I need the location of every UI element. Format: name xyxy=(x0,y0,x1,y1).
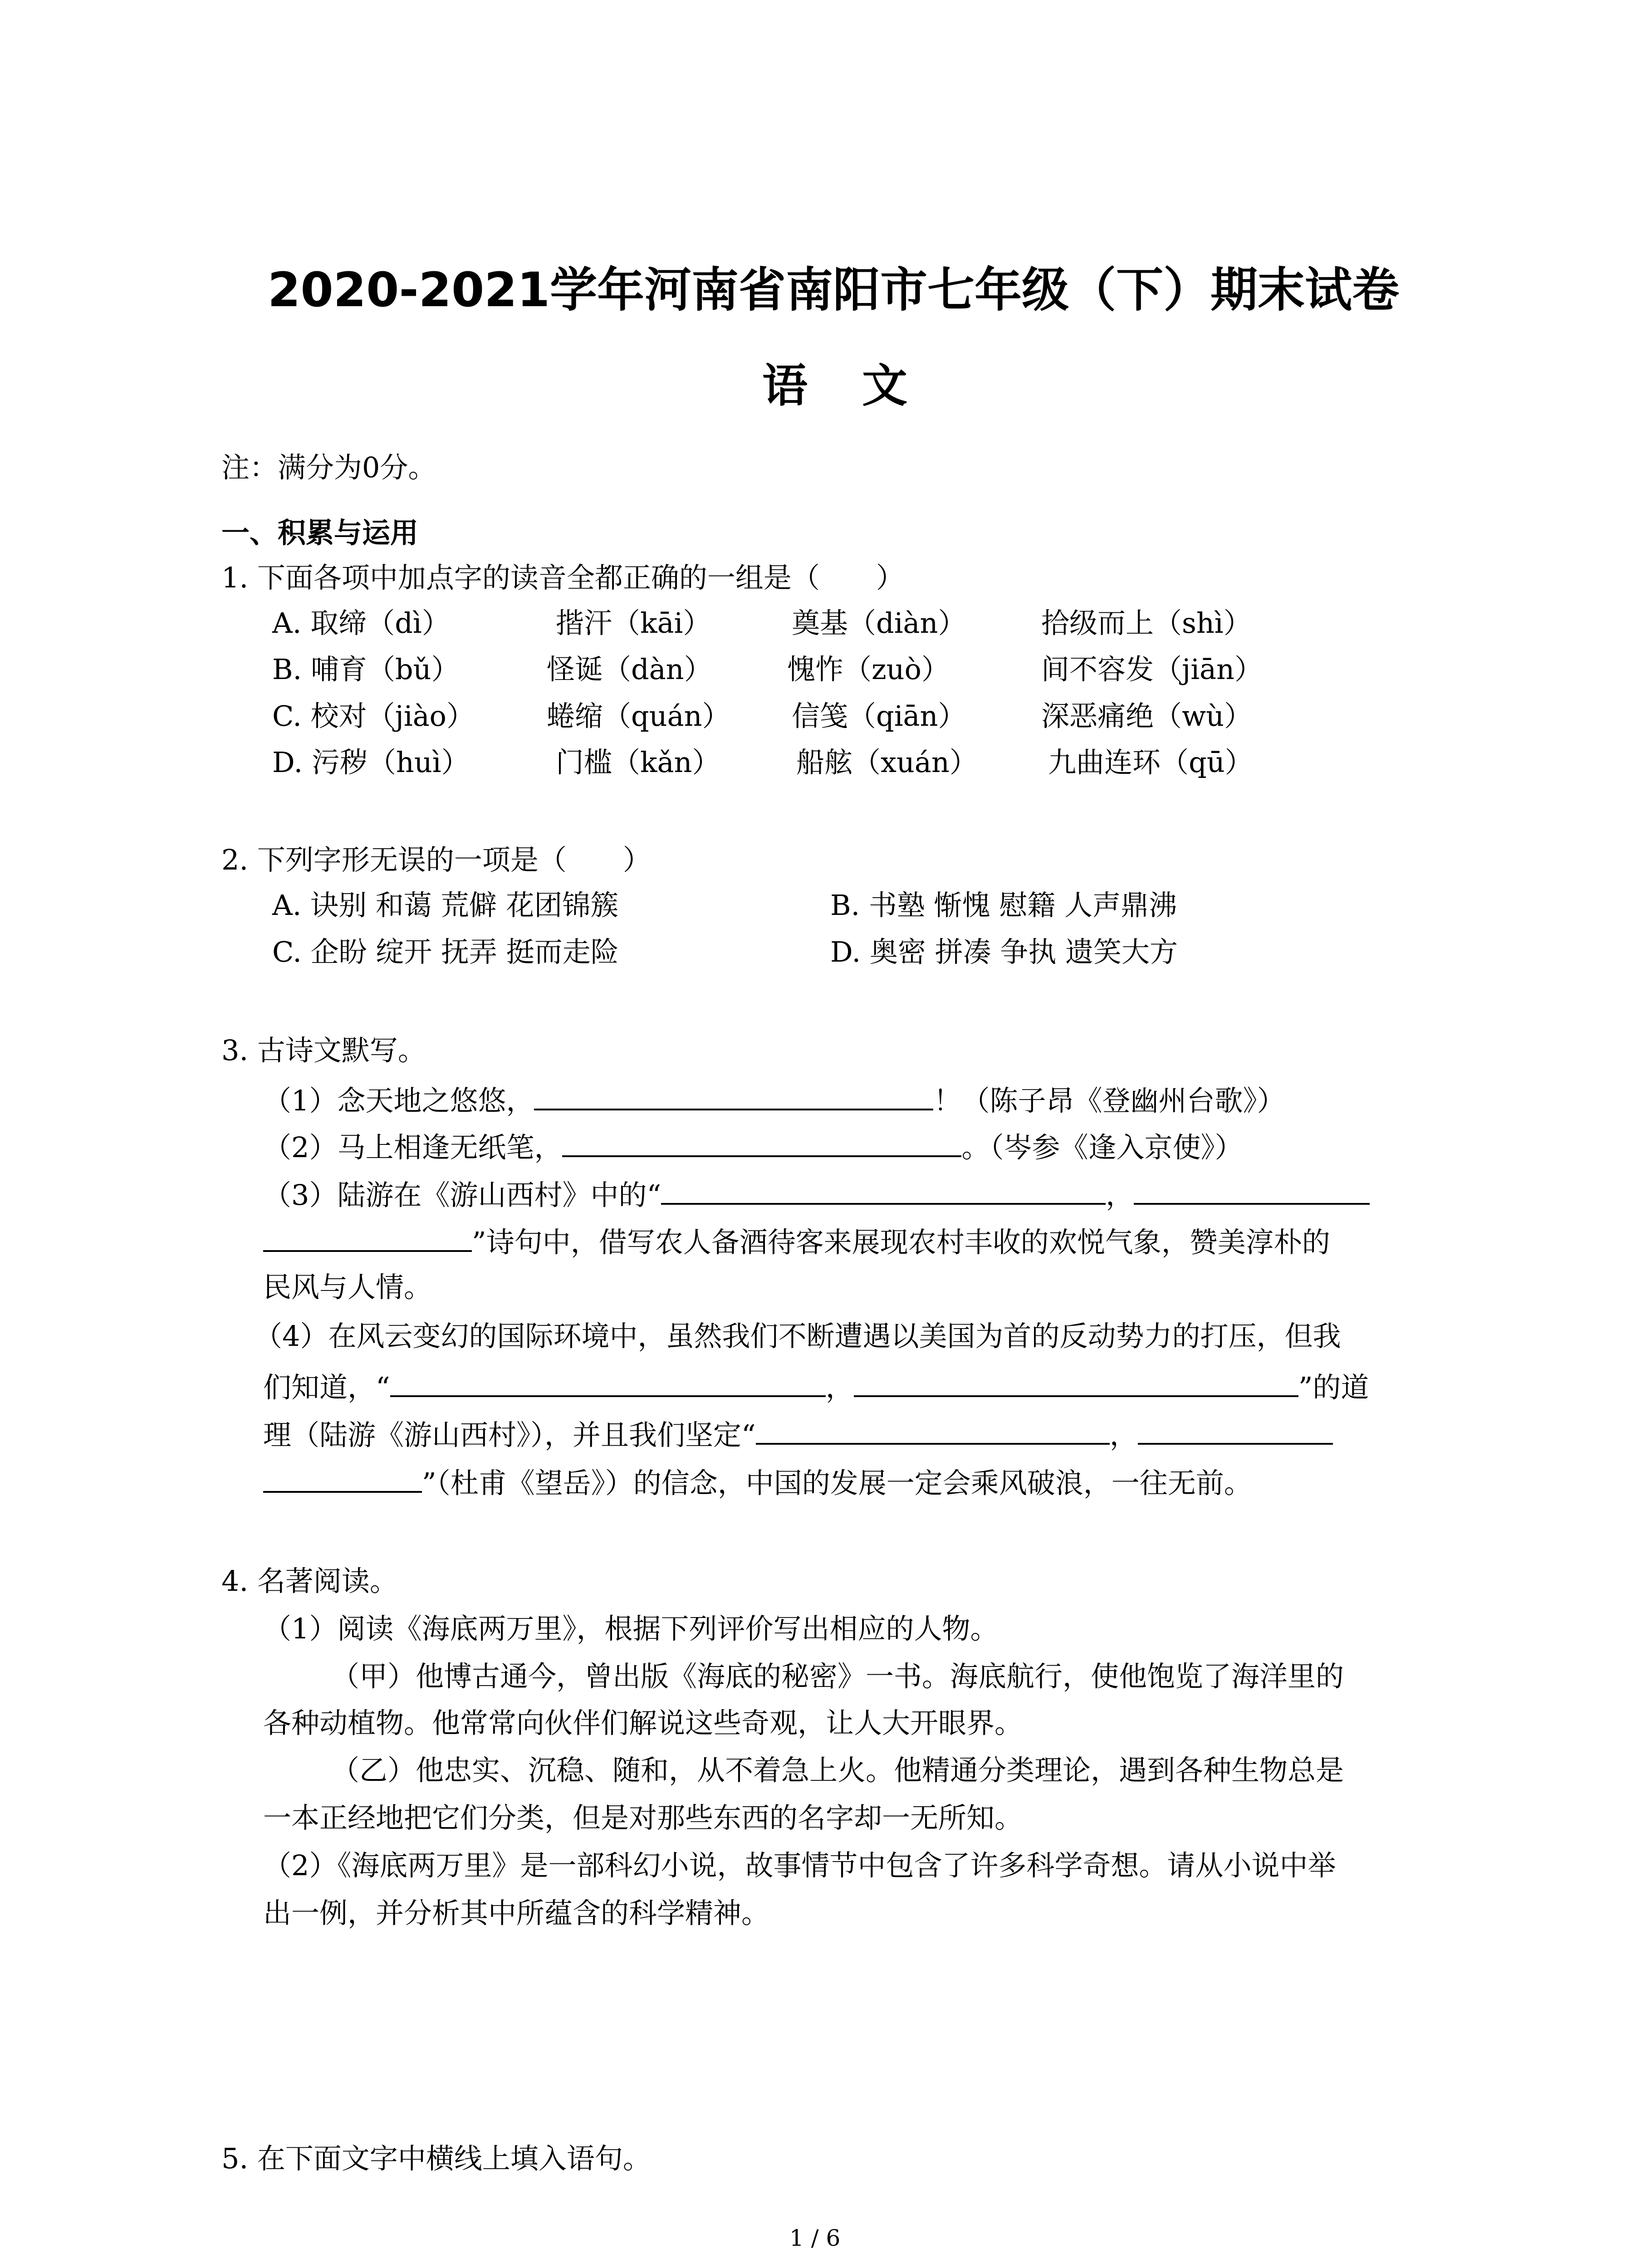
q4-part1: （1）阅读《海底两万里》，根据下列评价写出相应的人物。 xyxy=(263,1612,999,1645)
q3-part3-line1 xyxy=(263,1178,1370,1212)
q3-part3-text: ”诗句中，借写农人备酒待客来展现农村丰收的欢悦气象，赞美淳朴的 xyxy=(472,1226,1330,1259)
q4-part2-line2: 出一例，并分析其中所蕴含的科学精神。 xyxy=(263,1897,770,1930)
q1-option-d1: D. 污秽（huì） xyxy=(272,746,470,779)
q3-part1 xyxy=(263,1084,1285,1115)
q2-stem: 2. 下列字形无误的一项是（ ） xyxy=(221,843,651,876)
q3-part2-prompt: （2）马上相逢无纸笔， xyxy=(263,1131,563,1164)
q1-stem: 1. 下面各项中加点字的读音全都正确的一组是（ ） xyxy=(221,561,904,594)
q3-part1-prompt: （1）念天地之悠悠， xyxy=(263,1084,534,1117)
score-note: 注：满分为0分。 xyxy=(221,451,436,484)
q3-part2-source: 。（岑参《逢入京使》） xyxy=(961,1131,1243,1164)
q1-option-b3: 愧怍（zuò） xyxy=(787,653,950,686)
page-number: 1 / 6 xyxy=(789,2225,841,2251)
q3-part2 xyxy=(263,1131,1243,1162)
q3-part4-line3 xyxy=(263,1418,1333,1452)
q1-option-a4: 拾级而上（shì） xyxy=(1041,606,1252,640)
answer-blank[interactable] xyxy=(1134,1178,1370,1205)
answer-blank[interactable] xyxy=(562,1131,961,1157)
q3-part4-line1: （4）在风云变幻的国际环境中，虽然我们不断遭遇以美国为首的反动势力的打压，但我 xyxy=(254,1320,1341,1353)
answer-blank[interactable] xyxy=(263,1226,472,1252)
q1-option-d3: 船舷（xuán） xyxy=(796,746,978,779)
q3-part4-line2 xyxy=(263,1371,1369,1402)
q5-stem: 5. 在下面文字中横线上填入语句。 xyxy=(221,2142,651,2175)
q3-part1-source: ！（陈子昂《登幽州台歌》） xyxy=(933,1084,1285,1117)
answer-blank[interactable] xyxy=(534,1084,933,1110)
section-heading: 一、积累与运用 xyxy=(221,516,419,549)
q3-part4-comma: ， xyxy=(825,1371,854,1404)
q3-part4-text2: ”（杜甫《望岳》）的信念，中国的发展一定会乘风破浪，一往无前。 xyxy=(422,1466,1252,1500)
q4-jia-line2: 各种动植物。他常常向伙伴们解说这些奇观，让人大开眼界。 xyxy=(263,1706,1023,1740)
q3-part4-text: ”的道 xyxy=(1298,1371,1369,1404)
q4-jia-line1: （甲）他博古通今，曾出版《海底的秘密》一书。海底航行，使他饱览了海洋里的 xyxy=(331,1660,1344,1693)
q2-option-b: B. 书塾 惭愧 慰籍 人声鼎沸 xyxy=(830,889,1177,922)
q1-option-b1: B. 哺育（bǔ） xyxy=(272,653,460,686)
exam-title: 2020-2021学年河南省南阳市七年级（下）期末试卷 xyxy=(268,262,1400,318)
q3-part4-prompt: 们知道，“ xyxy=(263,1371,390,1404)
q2-option-d: D. 奥密 拼凑 争执 遗笑大方 xyxy=(830,935,1178,968)
q1-option-d2: 门槛（kǎn） xyxy=(556,746,720,779)
q3-part3-comma: ， xyxy=(1106,1178,1134,1212)
q1-option-a2: 揩汗（kāi） xyxy=(556,606,711,640)
answer-blank[interactable] xyxy=(263,1466,422,1493)
answer-blank[interactable] xyxy=(756,1418,1110,1445)
q1-option-b2: 怪诞（dàn） xyxy=(547,653,712,686)
answer-blank[interactable] xyxy=(390,1371,826,1397)
q4-stem: 4. 名著阅读。 xyxy=(221,1564,398,1598)
q1-option-c4: 深恶痛绝（wù） xyxy=(1041,699,1253,733)
answer-blank[interactable] xyxy=(1138,1418,1333,1445)
q1-option-b4: 间不容发（jiān） xyxy=(1041,653,1263,686)
q3-stem: 3. 古诗文默写。 xyxy=(221,1034,426,1067)
q4-yi-line2: 一本正经地把它们分类，但是对那些东西的名字却一无所知。 xyxy=(263,1801,1023,1834)
q4-yi-line1: （乙）他忠实、沉稳、随和，从不着急上火。他精通分类理论，遇到各种生物总是 xyxy=(331,1754,1344,1787)
q1-option-a3: 奠基（diàn） xyxy=(792,606,966,640)
q1-option-a1: A. 取缔（dì） xyxy=(272,606,450,640)
q1-option-d4: 九曲连环（qū） xyxy=(1048,746,1253,779)
answer-blank[interactable] xyxy=(661,1178,1106,1205)
q3-part3-line2 xyxy=(263,1226,1330,1259)
q3-part3-prompt: （3）陆游在《游山西村》中的“ xyxy=(263,1178,661,1212)
q1-option-c2: 蜷缩（quán） xyxy=(547,699,730,733)
q1-option-c3: 信笺（qiān） xyxy=(792,699,966,733)
subject-title: 语文 xyxy=(762,359,962,412)
q3-part4-prompt2: 理（陆游《游山西村》），并且我们坚定“ xyxy=(263,1418,756,1452)
q2-option-a: A. 诀别 和蔼 荒僻 花团锦簇 xyxy=(272,889,619,922)
q2-option-c: C. 企盼 绽开 抚弄 挺而走险 xyxy=(272,935,619,968)
q4-part2-line1: （2）《海底两万里》是一部科幻小说，故事情节中包含了许多科学奇想。请从小说中举 xyxy=(263,1849,1336,1882)
q3-part4-line4 xyxy=(263,1466,1252,1500)
answer-blank[interactable] xyxy=(854,1371,1298,1397)
q1-option-c1: C. 校对（jiào） xyxy=(272,699,475,733)
q3-part4-comma2: ， xyxy=(1109,1418,1138,1452)
q3-part3-line3: 民风与人情。 xyxy=(263,1271,432,1304)
